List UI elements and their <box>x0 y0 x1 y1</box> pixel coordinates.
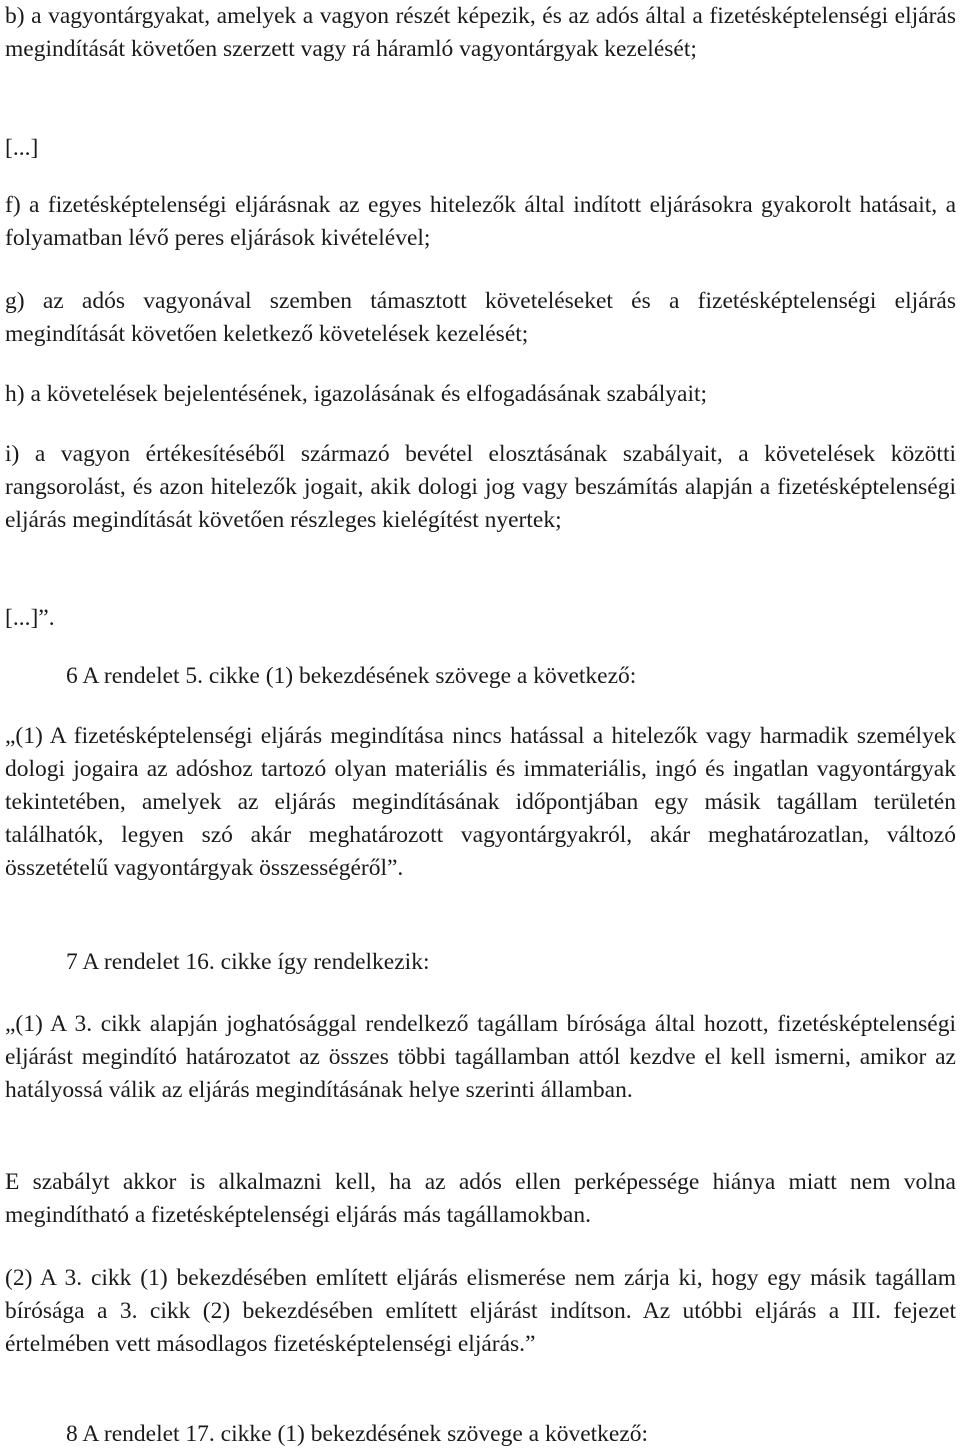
footnote-7: 7 A rendelet 16. cikke így rendelkezik: <box>66 949 430 975</box>
article-16-paragraph-2: (2) A 3. cikk (1) bekezdésében említett eljárás elismerése nem zárja ki, hogy egy másik tagállam bírósága a 3. cikk (2) bekezdésében említett eljárást indítson. Az utóbbi eljárás a III. fejezet értelmében vett másodlagos fizetésképtelenségi eljárás.” <box>5 1265 956 1357</box>
ellipsis-marker: [...] <box>5 135 39 161</box>
footnote-6: 6 A rendelet 5. cikke (1) bekezdésének szövege a következő: <box>66 663 637 689</box>
paragraph-point-b: b) a vagyontárgyakat, amelyek a vagyon részét képezik, és az adós által a fizetésképtelenségi eljárás megindítását követően szerzett vagy rá háramló vagyontárgyak kezelését; <box>5 3 956 62</box>
paragraph-point-g: g) az adós vagyonával szemben támasztott követeléseket és a fizetésképtelenségi eljárás megindítását követően keletkező követelések kezelését; <box>5 288 956 347</box>
article-16-paragraph-1-second: E szabályt akkor is alkalmazni kell, ha az adós ellen perképessége hiánya miatt nem volna megindítható a fizetésképtelenségi eljárás más tagállamokban. <box>5 1169 956 1228</box>
paragraph-point-f: f) a fizetésképtelenségi eljárásnak az egyes hitelezők által indított eljárásokra gyakorolt hatásait, a folyamatban lévő peres eljárások kivételével; <box>5 192 956 251</box>
footnote-8: 8 A rendelet 17. cikke (1) bekezdésének szövege a következő: <box>66 1421 649 1447</box>
ellipsis-quote-end: [...]”. <box>5 605 55 631</box>
article-16-paragraph-1: „(1) A 3. cikk alapján joghatósággal rendelkező tagállam bírósága által hozott, fizetésképtelenségi eljárást megindító határozatot az összes többi tagállamban attól kezdve el kell ismerni, amikor az hatályossá válik az eljárás megindításának helye szerinti államban. <box>5 1011 956 1103</box>
paragraph-point-i: i) a vagyon értékesítéséből származó bevétel elosztásának szabályait, a követelések közötti rangsorolást, és azon hitelezők jogait, akik dologi jog vagy beszámítás alapján a fizetésképtelenségi eljárás megindítását követően részleges kielégítést nyertek; <box>5 441 956 533</box>
article-5-quote: „(1) A fizetésképtelenségi eljárás megindítása nincs hatással a hitelezők vagy harmadik személyek dologi jogaira az adóshoz tartozó olyan materiális és immateriális, ingó és ingatlan vagyontárgyak tekintetében, amelyek az eljárás megindításának időpontjában egy másik tagállam területén találhatók, legyen szó akár meghatározott vagyontárgyakról, akár meghatározatlan, változó összetételű vagyontárgyak összességéről”. <box>5 723 956 881</box>
paragraph-point-h: h) a követelések bejelentésének, igazolásának és elfogadásának szabályait; <box>5 381 708 407</box>
